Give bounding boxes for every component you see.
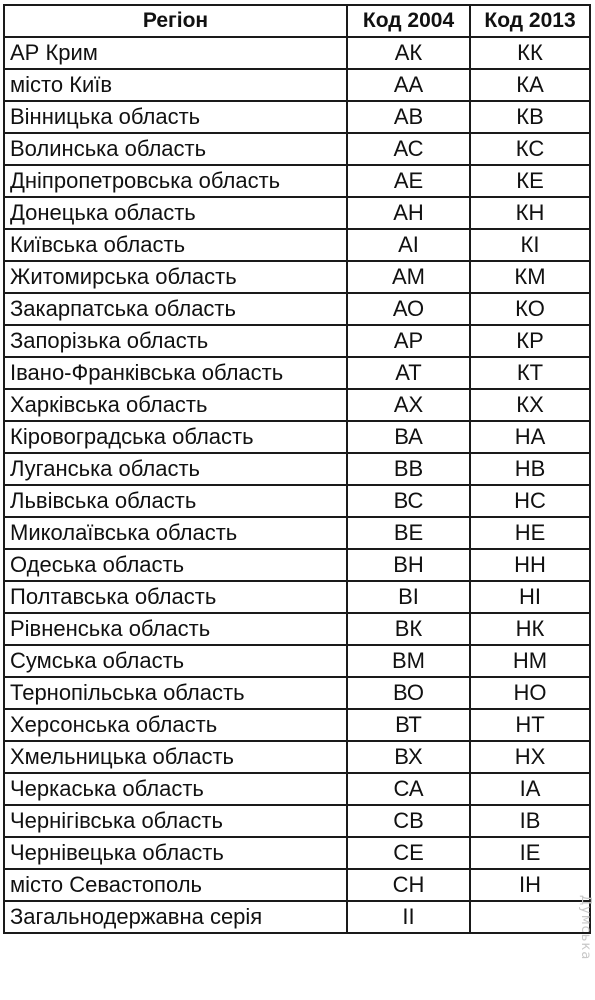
region-cell: Луганська область bbox=[4, 453, 347, 485]
code-2004-cell: АС bbox=[347, 133, 470, 165]
table-row bbox=[4, 389, 590, 421]
region-cell: Одеська область bbox=[4, 549, 347, 581]
code-2013-cell: КС bbox=[470, 133, 590, 165]
code-2004-cell: АМ bbox=[347, 261, 470, 293]
region-cell: Житомирська область bbox=[4, 261, 347, 293]
table-row bbox=[4, 805, 590, 837]
code-2004-cell: АО bbox=[347, 293, 470, 325]
table-row bbox=[4, 133, 590, 165]
code-2013-cell: КТ bbox=[470, 357, 590, 389]
code-2004-cell: ВС bbox=[347, 485, 470, 517]
code-2004-cell: ВТ bbox=[347, 709, 470, 741]
code-2004-cell: АН bbox=[347, 197, 470, 229]
table-header-row bbox=[4, 5, 590, 37]
region-cell: Донецька область bbox=[4, 197, 347, 229]
code-2013-cell: ІН bbox=[470, 869, 590, 901]
code-2004-cell: АЕ bbox=[347, 165, 470, 197]
region-cell: місто Київ bbox=[4, 69, 347, 101]
code-2013-cell: НН bbox=[470, 549, 590, 581]
code-2013-cell: НА bbox=[470, 421, 590, 453]
table-row bbox=[4, 165, 590, 197]
table-row bbox=[4, 453, 590, 485]
code-2004-cell: АР bbox=[347, 325, 470, 357]
code-2013-cell: ІА bbox=[470, 773, 590, 805]
region-cell: Сумська область bbox=[4, 645, 347, 677]
code-2004-cell: АІ bbox=[347, 229, 470, 261]
code-2013-cell: КР bbox=[470, 325, 590, 357]
code-2013-cell: НК bbox=[470, 613, 590, 645]
code-2013-cell: КО bbox=[470, 293, 590, 325]
table-row bbox=[4, 901, 590, 933]
watermark: Думська bbox=[578, 894, 593, 960]
code-2004-cell: ВК bbox=[347, 613, 470, 645]
code-2004-cell: ВН bbox=[347, 549, 470, 581]
region-cell: Івано-Франківська область bbox=[4, 357, 347, 389]
code-2013-cell: КІ bbox=[470, 229, 590, 261]
table-row bbox=[4, 645, 590, 677]
region-cell: Загальнодержавна серія bbox=[4, 901, 347, 933]
code-2004-cell: СН bbox=[347, 869, 470, 901]
table-row bbox=[4, 293, 590, 325]
code-2004-cell: СВ bbox=[347, 805, 470, 837]
table-body bbox=[4, 37, 590, 933]
table-row bbox=[4, 773, 590, 805]
code-2013-cell: КХ bbox=[470, 389, 590, 421]
table-row bbox=[4, 581, 590, 613]
table-row bbox=[4, 325, 590, 357]
region-cell: Херсонська область bbox=[4, 709, 347, 741]
table-row bbox=[4, 709, 590, 741]
table-row bbox=[4, 421, 590, 453]
region-cell: Волинська область bbox=[4, 133, 347, 165]
header-code-2004: Код 2004 bbox=[347, 5, 470, 37]
code-2013-cell bbox=[470, 901, 590, 933]
region-cell: Чернігівська область bbox=[4, 805, 347, 837]
region-cell: Черкаська область bbox=[4, 773, 347, 805]
region-cell: місто Севастополь bbox=[4, 869, 347, 901]
table-row bbox=[4, 613, 590, 645]
code-2004-cell: АХ bbox=[347, 389, 470, 421]
code-2004-cell: ВХ bbox=[347, 741, 470, 773]
code-2004-cell: АВ bbox=[347, 101, 470, 133]
region-cell: Харківська область bbox=[4, 389, 347, 421]
table-row bbox=[4, 869, 590, 901]
region-cell: Київська область bbox=[4, 229, 347, 261]
code-2004-cell: ІІ bbox=[347, 901, 470, 933]
table-row bbox=[4, 837, 590, 869]
table-row bbox=[4, 37, 590, 69]
code-2004-cell: ВІ bbox=[347, 581, 470, 613]
table-row bbox=[4, 229, 590, 261]
code-2004-cell: ВВ bbox=[347, 453, 470, 485]
region-cell: Закарпатська область bbox=[4, 293, 347, 325]
region-cell: Львівська область bbox=[4, 485, 347, 517]
code-2004-cell: ВМ bbox=[347, 645, 470, 677]
region-cell: Кіровоградська область bbox=[4, 421, 347, 453]
code-2013-cell: КЕ bbox=[470, 165, 590, 197]
region-cell: Миколаївська область bbox=[4, 517, 347, 549]
region-cell: Рівненська область bbox=[4, 613, 347, 645]
table-row bbox=[4, 261, 590, 293]
header-region: Регіон bbox=[4, 5, 347, 37]
code-2004-cell: ВО bbox=[347, 677, 470, 709]
table-row bbox=[4, 69, 590, 101]
code-2013-cell: НО bbox=[470, 677, 590, 709]
table-row bbox=[4, 677, 590, 709]
code-2013-cell: ІВ bbox=[470, 805, 590, 837]
code-2013-cell: КА bbox=[470, 69, 590, 101]
code-2004-cell: ВЕ bbox=[347, 517, 470, 549]
code-2013-cell: КК bbox=[470, 37, 590, 69]
code-2013-cell: КМ bbox=[470, 261, 590, 293]
region-cell: АР Крим bbox=[4, 37, 347, 69]
table-row bbox=[4, 101, 590, 133]
code-2013-cell: НС bbox=[470, 485, 590, 517]
table-row bbox=[4, 517, 590, 549]
region-cell: Дніпропетровська область bbox=[4, 165, 347, 197]
region-codes-table bbox=[3, 4, 591, 934]
table-row bbox=[4, 485, 590, 517]
code-2004-cell: АК bbox=[347, 37, 470, 69]
code-2013-cell: КН bbox=[470, 197, 590, 229]
code-2004-cell: АТ bbox=[347, 357, 470, 389]
code-2013-cell: КВ bbox=[470, 101, 590, 133]
code-2004-cell: АА bbox=[347, 69, 470, 101]
code-2004-cell: СЕ bbox=[347, 837, 470, 869]
region-cell: Чернівецька область bbox=[4, 837, 347, 869]
code-2013-cell: НВ bbox=[470, 453, 590, 485]
region-cell: Полтавська область bbox=[4, 581, 347, 613]
table-row bbox=[4, 741, 590, 773]
region-cell: Тернопільська область bbox=[4, 677, 347, 709]
code-2004-cell: ВА bbox=[347, 421, 470, 453]
code-2013-cell: НТ bbox=[470, 709, 590, 741]
region-cell: Вінницька область bbox=[4, 101, 347, 133]
code-2004-cell: СА bbox=[347, 773, 470, 805]
code-2013-cell: НМ bbox=[470, 645, 590, 677]
table-row bbox=[4, 197, 590, 229]
table-row bbox=[4, 357, 590, 389]
code-2013-cell: НХ bbox=[470, 741, 590, 773]
code-2013-cell: НІ bbox=[470, 581, 590, 613]
region-cell: Хмельницька область bbox=[4, 741, 347, 773]
code-2013-cell: ІЕ bbox=[470, 837, 590, 869]
table-row bbox=[4, 549, 590, 581]
code-2013-cell: НЕ bbox=[470, 517, 590, 549]
region-cell: Запорізька область bbox=[4, 325, 347, 357]
header-code-2013: Код 2013 bbox=[470, 5, 590, 37]
